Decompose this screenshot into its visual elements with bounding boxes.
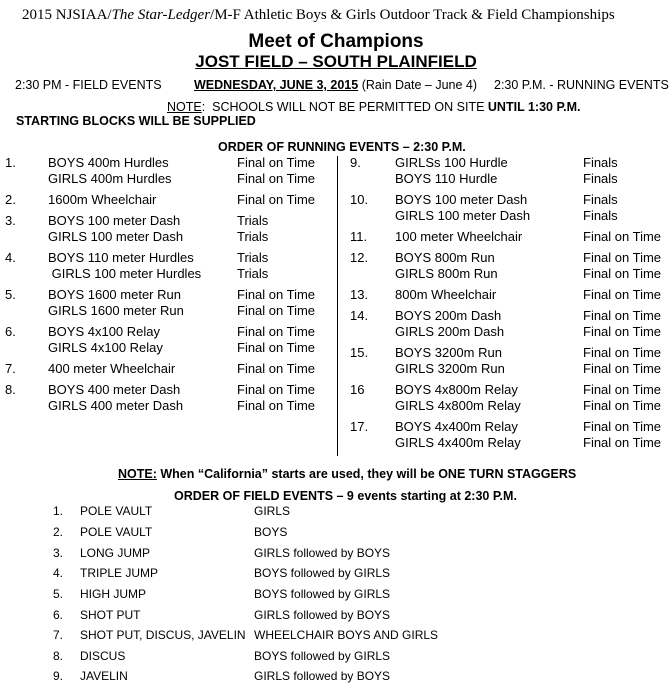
run-event: GIRLS 4x400m Relay — [395, 435, 521, 450]
run-num: 16 — [350, 382, 365, 397]
run-event: BOYS 200m Dash — [395, 308, 502, 323]
blocks-note: STARTING BLOCKS WILL BE SUPPLIED — [16, 114, 256, 128]
document-title — [22, 7, 615, 24]
run-num: 15. — [350, 345, 369, 360]
run-event: GIRLS 200m Dash — [395, 324, 505, 339]
run-num: 8. — [5, 382, 16, 397]
field-heading: ORDER OF FIELD EVENTS – 9 events starting at 2:30 P.M. — [174, 489, 517, 503]
field-num: 5. — [53, 587, 64, 601]
field-num: 1. — [53, 504, 64, 518]
field-group: GIRLS followed by BOYS — [254, 669, 391, 683]
field-group: GIRLS followed by BOYS — [254, 608, 391, 622]
run-event: BOYS 1600 meter Run — [48, 287, 181, 302]
date: WEDNESDAY, JUNE 3, 2015 — [194, 78, 359, 92]
title-italic: The Star-Ledger — [111, 7, 211, 23]
run-num: 17. — [350, 419, 369, 434]
run-status: Final on Time — [583, 398, 662, 413]
run-num: 5. — [5, 287, 16, 302]
run-status: Final on Time — [237, 361, 316, 376]
run-status: Finals — [583, 155, 618, 170]
run-event: BOYS 3200m Run — [395, 345, 502, 360]
run-status: Final on Time — [237, 192, 316, 207]
field-event: JAVELIN — [80, 669, 128, 683]
field-num: 7. — [53, 628, 64, 642]
run-num: 12. — [350, 250, 369, 265]
run-event: GIRLS 800m Run — [395, 266, 498, 281]
run-status: Final on Time — [583, 308, 662, 323]
run-status: Trials — [237, 229, 269, 244]
stagger-note-text: When “California” starts are used, they will be ONE TURN STAGGERS — [156, 467, 577, 481]
field-num: 8. — [53, 649, 64, 663]
run-status: Final on Time — [237, 303, 316, 318]
running-divider — [337, 156, 338, 456]
run-num: 4. — [5, 250, 16, 265]
field-num: 6. — [53, 608, 64, 622]
run-event: BOYS 4x400m Relay — [395, 419, 518, 434]
field-num: 3. — [53, 546, 64, 560]
run-status: Final on Time — [583, 345, 662, 360]
field-group: BOYS followed by GIRLS — [254, 587, 391, 601]
run-status: Final on Time — [583, 287, 662, 302]
run-event: BOYS 4x800m Relay — [395, 382, 518, 397]
field-group: BOYS — [254, 525, 288, 539]
field-events-time: 2:30 PM - FIELD EVENTS — [15, 78, 162, 92]
rain-date: (Rain Date – June 4) — [361, 78, 478, 92]
run-num: 10. — [350, 192, 369, 207]
run-status: Trials — [237, 250, 269, 265]
field-event: DISCUS — [80, 649, 126, 663]
run-status: Final on Time — [237, 171, 316, 186]
field-group: BOYS followed by GIRLS — [254, 566, 391, 580]
run-status: Final on Time — [583, 361, 662, 376]
field-event: HIGH JUMP — [80, 587, 146, 601]
run-event: 400 meter Wheelchair — [48, 361, 176, 376]
site-note — [167, 100, 581, 114]
run-status: Final on Time — [237, 155, 316, 170]
run-status: Trials — [237, 266, 269, 281]
run-status: Final on Time — [583, 250, 662, 265]
run-event: GIRLSs 100 Hurdle — [395, 155, 508, 170]
run-status: Trials — [237, 213, 269, 228]
run-status: Final on Time — [583, 229, 662, 244]
run-event: BOYS 4x100 Relay — [48, 324, 161, 339]
run-event: 100 meter Wheelchair — [395, 229, 523, 244]
run-event: GIRLS 100 meter Hurdles — [48, 266, 202, 281]
field-group: BOYS followed by GIRLS — [254, 649, 391, 663]
run-event: GIRLS 1600 meter Run — [48, 303, 184, 318]
run-num: 3. — [5, 213, 16, 228]
note-text: : SCHOOLS WILL NOT BE PERMITTED ON SITE — [201, 100, 488, 114]
field-event: POLE VAULT — [80, 504, 153, 518]
running-heading: ORDER OF RUNNING EVENTS – 2:30 P.M. — [218, 140, 466, 154]
note-label: NOTE — [167, 100, 202, 114]
run-event: 800m Wheelchair — [395, 287, 497, 302]
run-status: Final on Time — [237, 340, 316, 355]
run-status: Final on Time — [237, 398, 316, 413]
run-num: 11. — [350, 229, 368, 244]
run-status: Finals — [583, 171, 618, 186]
meet-name: Meet of Champions — [248, 31, 424, 52]
run-num: 9. — [350, 155, 361, 170]
run-event: BOYS 110 Hurdle — [395, 171, 498, 186]
run-event: GIRLS 4x800m Relay — [395, 398, 521, 413]
run-event: BOYS 110 meter Hurdles — [48, 250, 194, 265]
run-event: GIRLS 400m Hurdles — [48, 171, 172, 186]
field-group: GIRLS followed by BOYS — [254, 546, 391, 560]
field-event: SHOT PUT — [80, 608, 141, 622]
title-prefix: 2015 NJSIAA/ — [22, 7, 112, 23]
run-num: 6. — [5, 324, 16, 339]
run-event: BOYS 400 meter Dash — [48, 382, 181, 397]
note-time: UNTIL 1:30 P.M. — [487, 100, 581, 114]
run-num: 13. — [350, 287, 369, 302]
run-num: 7. — [5, 361, 16, 376]
field-event: POLE VAULT — [80, 525, 153, 539]
run-event: GIRLS 400 meter Dash — [48, 398, 184, 413]
venue: JOST FIELD – SOUTH PLAINFIELD — [195, 52, 477, 71]
run-status: Final on Time — [583, 435, 662, 450]
run-status: Finals — [583, 192, 618, 207]
title-suffix: /M-F Athletic Boys & Girls Outdoor Track & Field Championships — [210, 7, 615, 23]
run-event: GIRLS 3200m Run — [395, 361, 505, 376]
run-event: GIRLS 100 meter Dash — [48, 229, 184, 244]
run-num: 2. — [5, 192, 16, 207]
run-status: Final on Time — [583, 324, 662, 339]
run-num: 1. — [5, 155, 16, 170]
event-date — [194, 78, 477, 92]
run-event: 1600m Wheelchair — [48, 192, 157, 207]
run-event: BOYS 100 meter Dash — [48, 213, 181, 228]
field-group: GIRLS — [254, 504, 291, 518]
field-group: WHEELCHAIR BOYS AND GIRLS — [254, 628, 439, 642]
run-event: BOYS 800m Run — [395, 250, 495, 265]
run-status: Finals — [583, 208, 618, 223]
running-events-time: 2:30 P.M. - RUNNING EVENTS — [494, 78, 669, 92]
field-event: LONG JUMP — [80, 546, 151, 560]
run-event: GIRLS 100 meter Dash — [395, 208, 531, 223]
run-event: BOYS 100 meter Dash — [395, 192, 528, 207]
run-status: Final on Time — [237, 324, 316, 339]
run-status: Final on Time — [583, 419, 662, 434]
run-status: Final on Time — [583, 266, 662, 281]
stagger-note-label: NOTE: — [118, 467, 157, 481]
field-num: 9. — [53, 669, 64, 683]
run-status: Final on Time — [583, 382, 662, 397]
stagger-note — [118, 467, 576, 481]
run-event: GIRLS 4x100 Relay — [48, 340, 163, 355]
field-event: TRIPLE JUMP — [80, 566, 159, 580]
field-event: SHOT PUT, DISCUS, JAVELIN — [80, 628, 246, 642]
field-num: 2. — [53, 525, 64, 539]
run-status: Final on Time — [237, 382, 316, 397]
field-num: 4. — [53, 566, 64, 580]
run-num: 14. — [350, 308, 369, 323]
run-status: Final on Time — [237, 287, 316, 302]
run-event: BOYS 400m Hurdles — [48, 155, 169, 170]
